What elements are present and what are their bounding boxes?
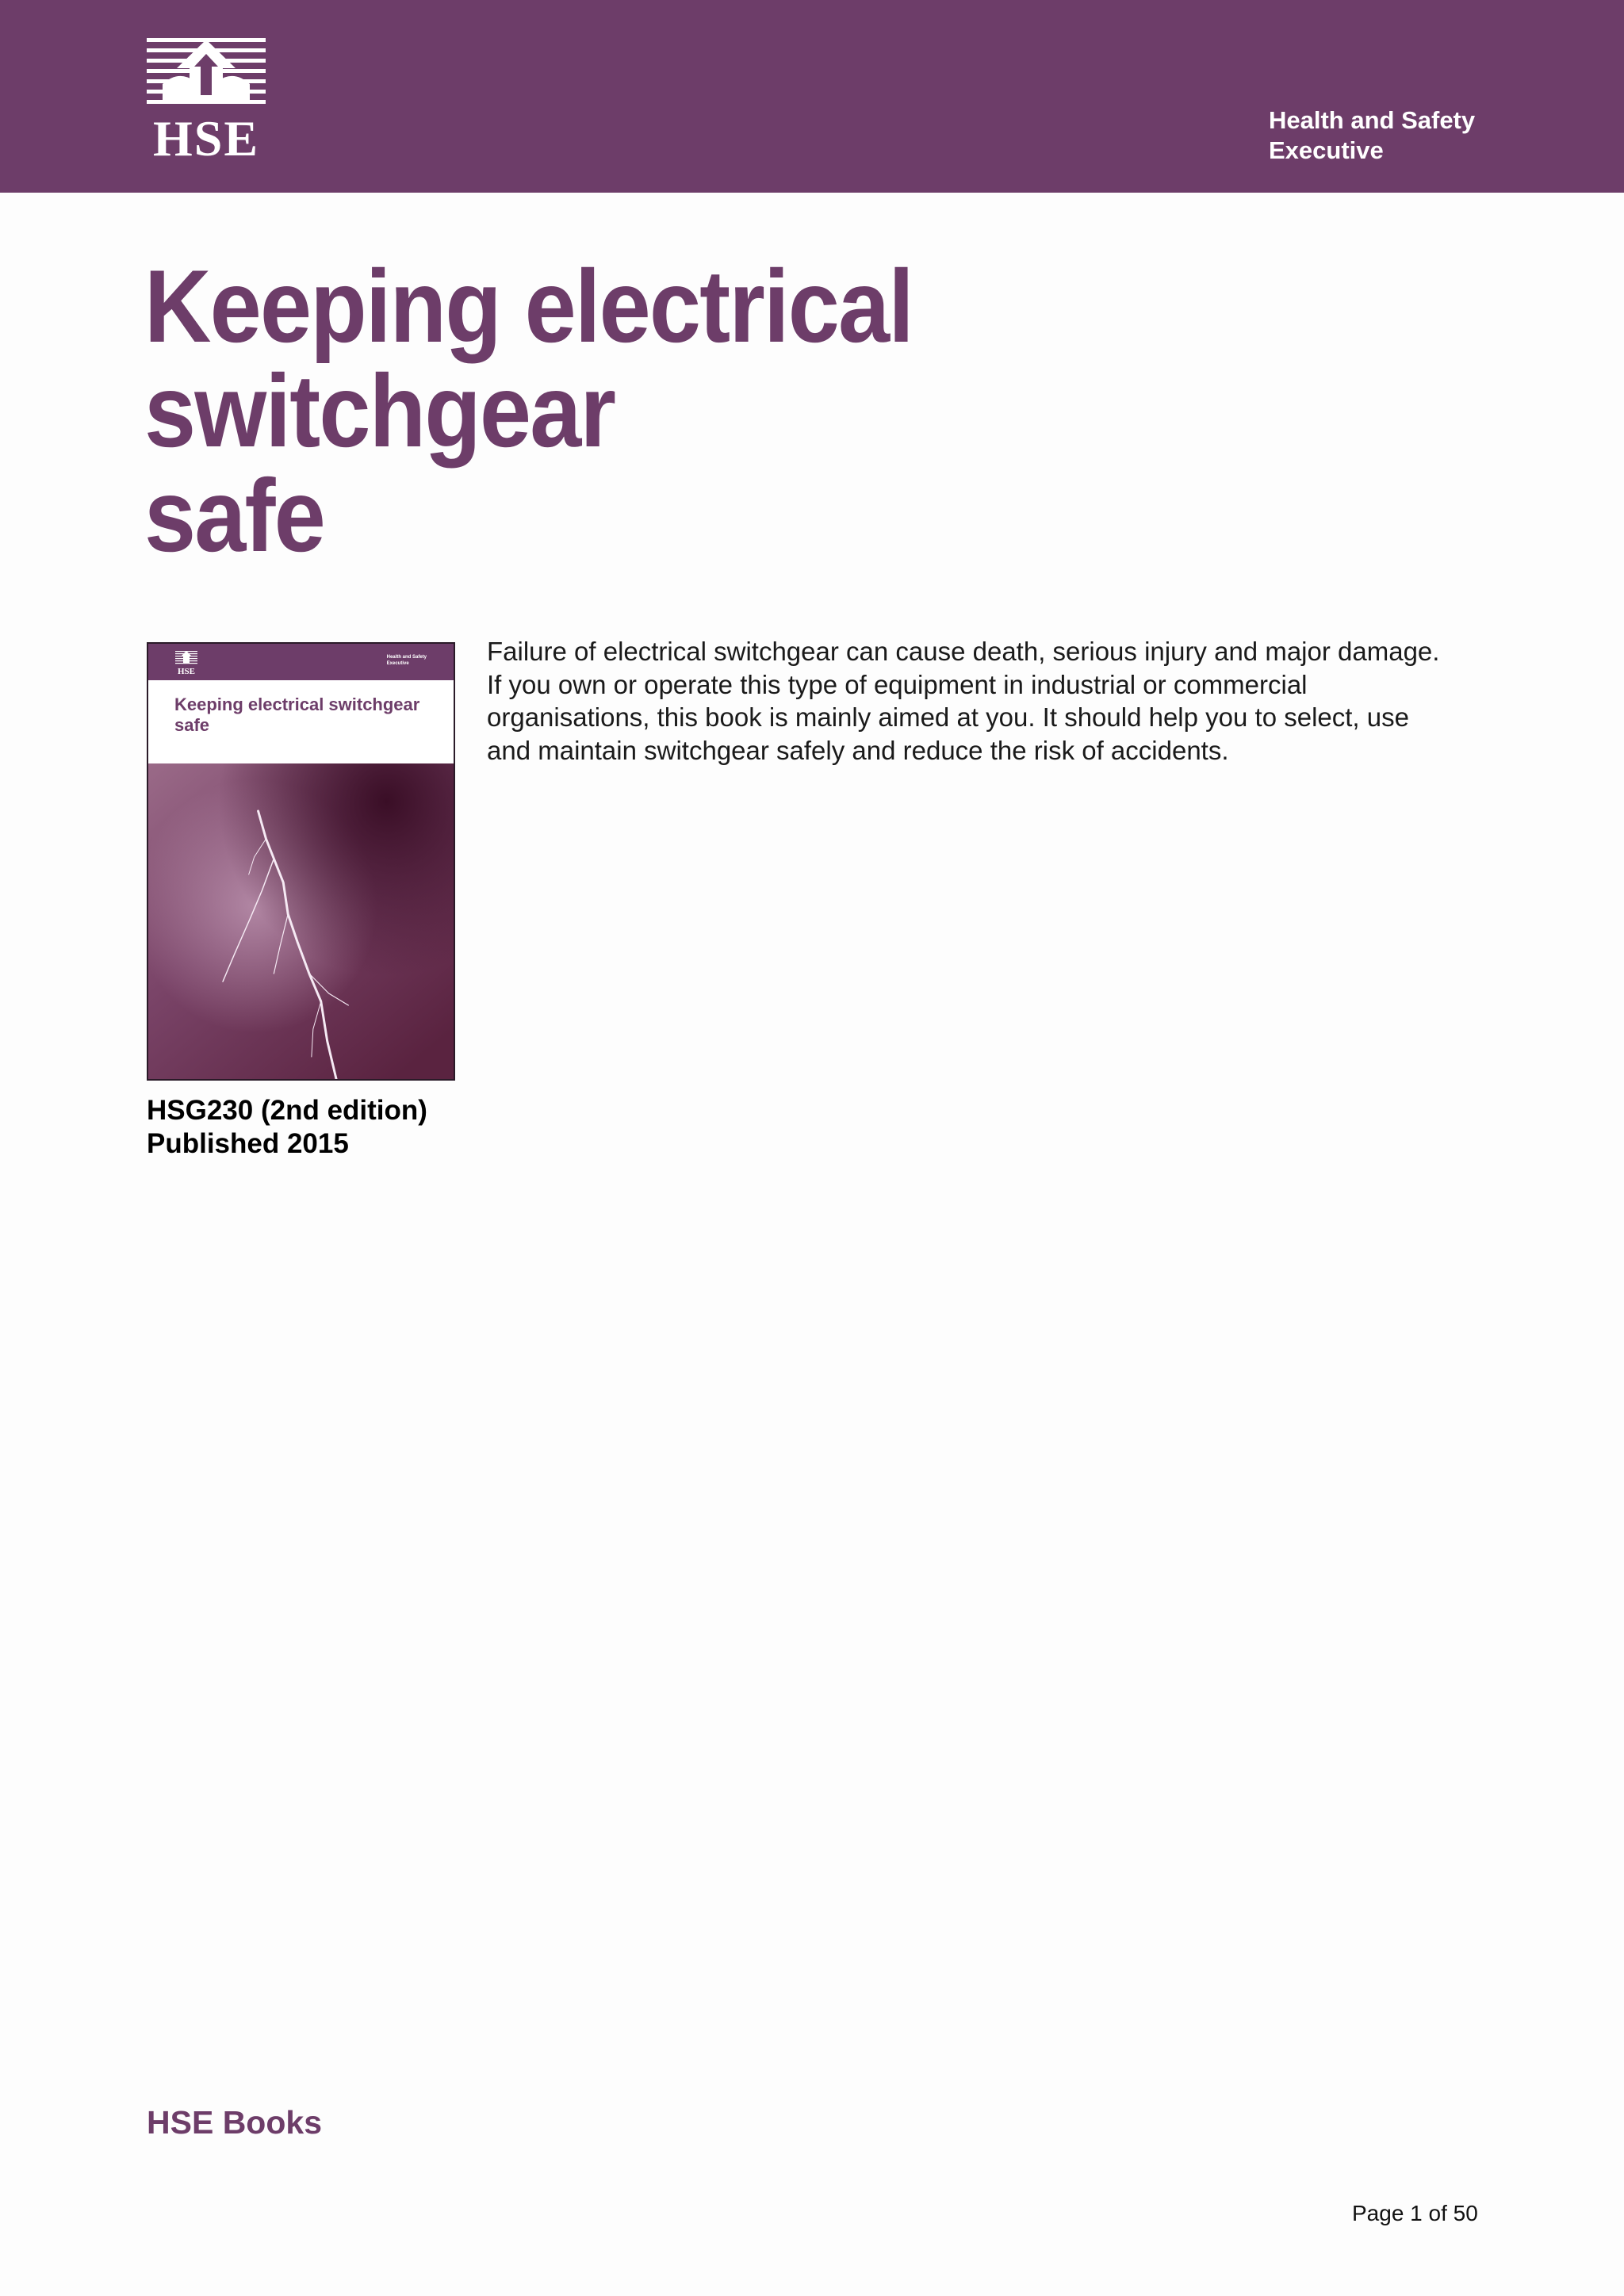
organisation-name-line: Health and Safety xyxy=(1269,106,1476,134)
organisation-name xyxy=(1269,105,1507,166)
document-title-line: safe xyxy=(144,457,324,573)
hse-logo-text: HSE xyxy=(152,110,260,159)
introduction-paragraph xyxy=(487,635,1486,767)
lightning-storm-image xyxy=(148,763,454,1081)
page-number: Page 1 of 50 xyxy=(1352,2201,1478,2225)
cover-hse-logo-text: HSE xyxy=(177,667,196,675)
publication-date: Published 2015 xyxy=(147,1128,349,1159)
document-title xyxy=(144,248,1372,573)
cover-organisation-name xyxy=(387,654,427,667)
intro-line: If you own or operate this type of equipment in industrial or commercial xyxy=(487,669,1308,699)
publication-info xyxy=(147,1094,427,1161)
publication-reference: HSG230 (2nd edition) xyxy=(147,1095,427,1126)
publisher-name: HSE Books xyxy=(147,2104,322,2141)
organisation-name-line: Executive xyxy=(1269,136,1384,164)
book-cover-thumbnail xyxy=(147,642,455,1081)
cover-header-band xyxy=(148,644,454,680)
page-header xyxy=(0,0,1624,193)
document-title-line: Keeping electrical switchgear xyxy=(144,248,914,469)
hse-logo xyxy=(147,36,266,159)
cover-organisation-line: Health and Safety xyxy=(386,655,427,660)
cover-title-line: Keeping electrical switchgear xyxy=(174,695,420,714)
intro-line: Failure of electrical switchgear can cause death, serious injury and major damage. xyxy=(487,637,1440,666)
intro-line: and maintain switchgear safely and reduce the risk of accidents. xyxy=(487,735,1229,765)
cover-title-line: safe xyxy=(174,715,210,735)
cover-organisation-line: Executive xyxy=(386,661,409,666)
cover-title xyxy=(174,695,428,736)
cover-hse-logo xyxy=(175,650,197,675)
intro-line: organisations, this book is mainly aimed at you. It should help you to select, use xyxy=(487,702,1409,732)
